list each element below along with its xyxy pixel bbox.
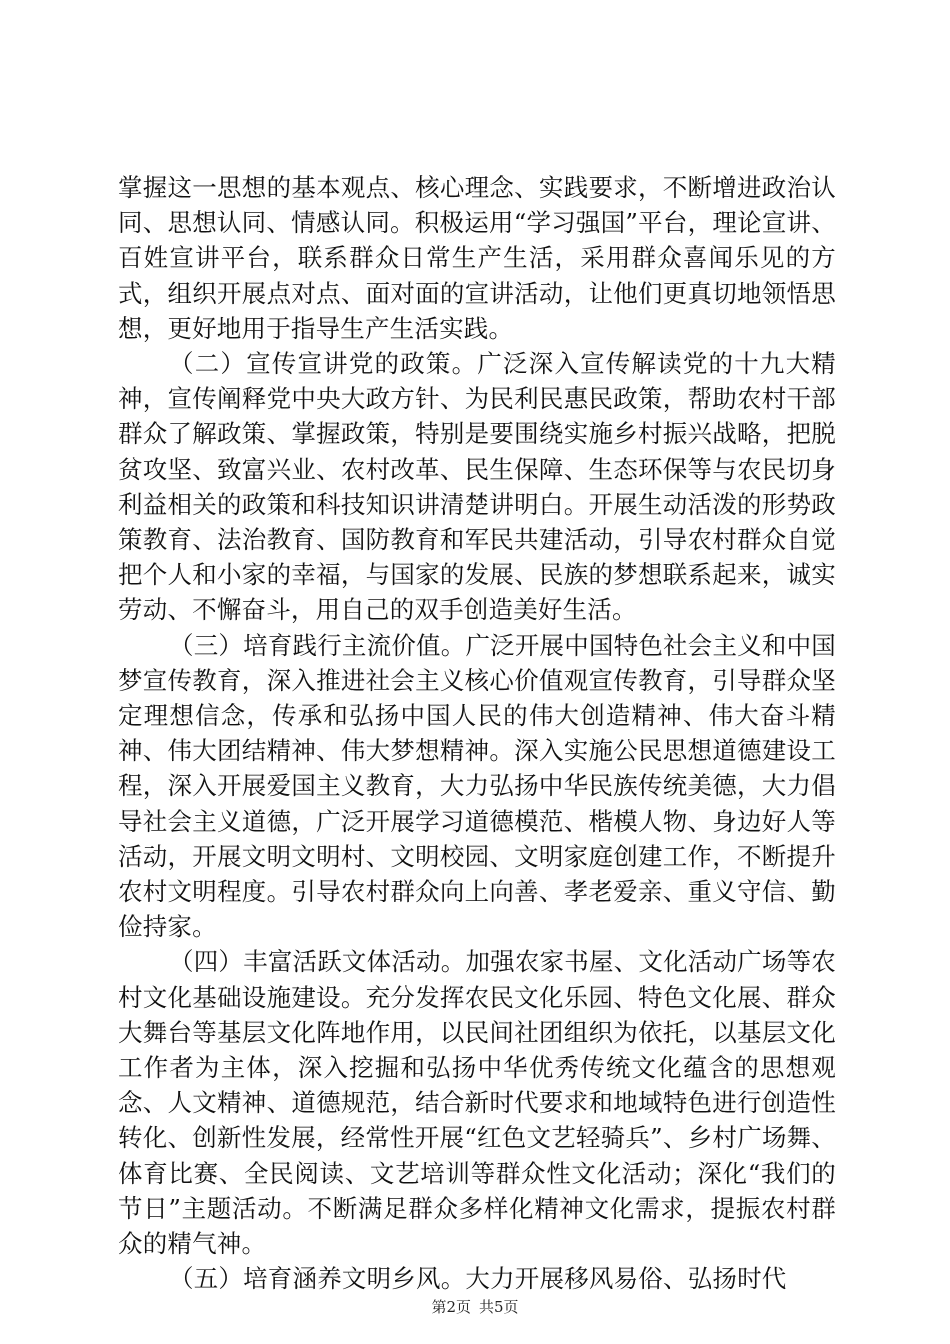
document-body xyxy=(118,170,836,1297)
paragraph-section-3: （三）培育践行主流价值。广泛开展中国特色社会主义和中国梦宣传教育，深入推进社会主义核心价值观宣传教育，引导群众坚定理想信念，传承和弘扬中国人民的伟大创造精神、伟大奋斗精神、伟大团结精神、伟大梦想精神。深入实施公民思想道德建设工程，深入开展爱国主义教育，大力弘扬中华民族传统美德，大力倡导社会主义道德，广泛开展学习道德模范、楷模人物、身边好人等活动，开展文明文明村、文明校园、文明家庭创建工作，不断提升农村文明程度。引导农村群众向上向善、孝老爱亲、重义守信、勤俭持家。 xyxy=(118,630,836,942)
paragraph-continued: 掌握这一思想的基本观点、核心理念、实践要求，不断增进政治认同、思想认同、情感认同。积极运用“学习强国”平台，理论宣讲、百姓宣讲平台，联系群众日常生产生活，采用群众喜闻乐见的方式，组织开展点对点、面对面的宣讲活动，让他们更真切地领悟思想，更好地用于指导生产生活实践。 xyxy=(118,173,836,343)
page-footer xyxy=(0,1297,950,1317)
page-number: 第2页 xyxy=(431,1298,471,1316)
paragraph-section-5: （五）培育涵养文明乡风。大力开展移风易俗、弘扬时代 xyxy=(169,1264,787,1294)
page-total: 共5页 xyxy=(479,1298,519,1316)
paragraph-section-4: （四）丰富活跃文体活动。加强农家书屋、文化活动广场等农村文化基础设施建设。充分发挥农民文化乐园、特色文化展、群众大舞台等基层文化阵地作用，以民间社团组织为依托，以基层文化工作者为主体，深入挖掘和弘扬中华优秀传统文化蕴含的思想观念、人文精神、道德规范，结合新时代要求和地域特色进行创造性转化、创新性发展，经常性开展“红色文艺轻骑兵”、乡村广场舞、体育比赛、全民阅读、文艺培训等群众性文化活动；深化“我们的节日”主题活动。不断满足群众多样化精神文化需求，提振农村群众的精气神。 xyxy=(118,947,836,1259)
paragraph-section-2: （二）宣传宣讲党的政策。广泛深入宣传解读党的十九大精神，宣传阐释党中央大政方针、为民利民惠民政策，帮助农村干部群众了解政策、掌握政策，特别是要围绕实施乡村振兴战略，把脱贫攻坚、致富兴业、农村改革、民生保障、生态环保等与农民切身利益相关的政策和科技知识讲清楚讲明白。开展生动活泼的形势政策教育、法治教育、国防教育和军民共建活动，引导农村群众自觉把个人和小家的幸福，与国家的发展、民族的梦想联系起来，诚实劳动、不懈奋斗，用自己的双手创造美好生活。 xyxy=(118,349,836,625)
